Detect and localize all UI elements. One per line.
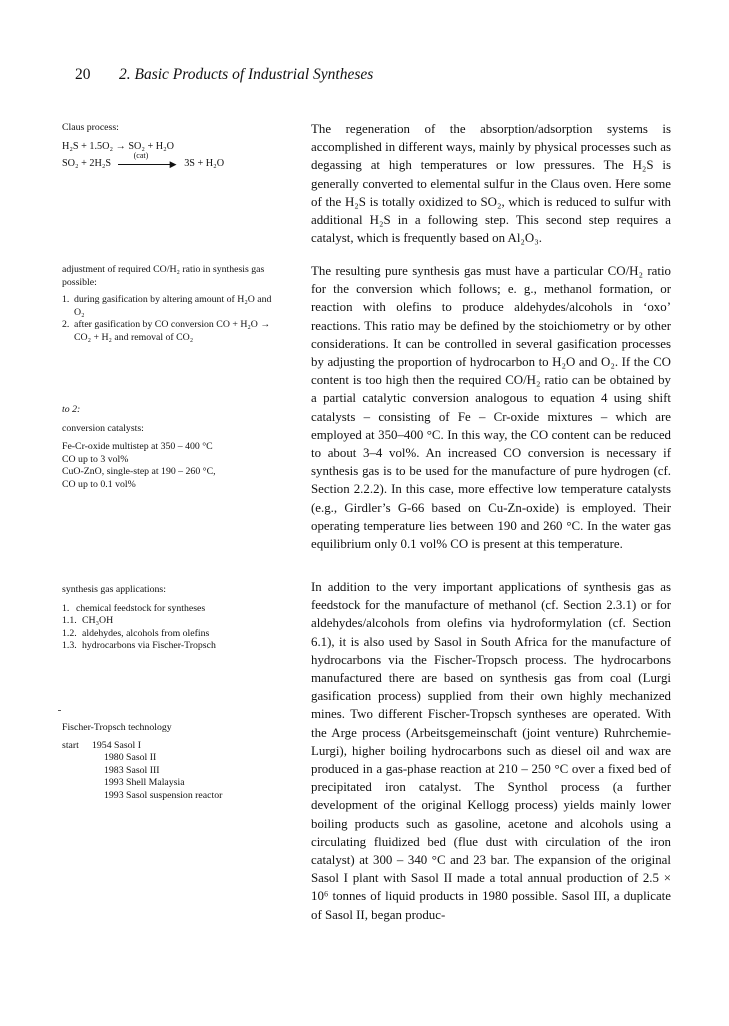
claus-title: Claus process: xyxy=(62,122,119,133)
list-item: 1. chemical feedstock for syntheses xyxy=(62,602,206,614)
timeline-entry: 1954 Sasol I xyxy=(92,739,141,751)
chapter-title: 2. Basic Products of Industrial Syntheses xyxy=(119,66,374,83)
catalyst-line: Fe-Cr-oxide multistep at 350 – 400 °C xyxy=(62,441,213,453)
margin-note-conversion xyxy=(62,404,284,492)
catalyst-line: CO up to 3 vol% xyxy=(62,453,129,465)
conversion-title: conversion catalysts: xyxy=(62,422,144,434)
list-item: 1.3. hydrocarbons via Fischer-Tropsch xyxy=(62,640,216,652)
list-item: 1.1. CH₃OH xyxy=(62,615,114,627)
running-header xyxy=(75,66,373,84)
paragraph-regeneration: The regeneration of the absorption/adsorption systems is accomplished in different ways, mainly by physical processes such as degassing at high temperatures or low pressures. The H₂S is generally converted to elemental sulfur in the Claus oven. Here some of the H₂S is totally oxidized to SO₂, which is reduced to sulfur with additional H₂S in a following step. This second step requires a catalyst, which is frequently based on Al₂O₃. xyxy=(311,122,671,246)
claus-eq2-left: SO₂ + 2H₂S xyxy=(62,158,112,170)
timeline-entry: 1993 Sasol suspension reactor xyxy=(104,789,223,801)
margin-note-claus xyxy=(62,122,284,171)
margin-tick xyxy=(58,710,61,711)
applications-title: synthesis gas applications: xyxy=(62,584,166,595)
timeline-entry: 1993 Shell Malaysia xyxy=(104,777,185,789)
timeline-entry: 1980 Sasol II xyxy=(104,752,157,764)
margin-note-applications xyxy=(62,584,284,653)
margin-note-adjustment xyxy=(62,264,284,345)
claus-eq2-right: 3S + H₂O xyxy=(184,158,225,170)
timeline-entry: 1983 Sasol III xyxy=(104,764,160,776)
paragraph-applications: In addition to the very important applications of synthesis gas as feedstock for the manufacture of methanol (cf. Section 2.3.1) or for aldehydes/alcohols from olefins via hydroformylation (cf. Section 6.1), it is also used by Sasol in South Africa for the manufacture of hydrocarbons via the Fischer-Tropsch process. The hydrocarbons manufactured there are based on synthesis gas from coal (Lurgi gasification process) supplied from their own highly mechanized mines. Two different Fischer-Tropsch syntheses are operated. With the Arge process (Arbeitsgemeinschaft (joint venture) Ruhrchemie-Lurgi), higher boiling hydrocarbons such as diesel oil and wax are produced in a gas-phase reaction at 210 – 250 °C over a fixed bed of precipitated iron catalyst. The Synthol process (a further development of the original Kellogg process) yields mainly lower boiling products such as gasoline, acetone and alcohols using a circulating fluidized bed (flue dust with circulation of the iron catalyst) at 300 – 340 °C and 23 bar. The expansion of the original Sasol I plant with Sasol II made a total annual production of 2.5 × 10⁶ tonnes of liquid products in 1980 possible. Sasol III, a duplicate of Sasol II, began produc- xyxy=(311,580,671,922)
claus-equation-2 xyxy=(62,150,284,171)
claus-equation-1: H₂S + 1.5O₂ → SO₂ + H₂O xyxy=(62,140,175,152)
catalytic-arrow-icon: (cat) ▶ xyxy=(118,159,178,169)
catalyst-label: (cat) xyxy=(133,150,149,160)
page-number: 20 xyxy=(75,66,91,83)
list-item: 1. during gasification by altering amount of H₂O and O₂ xyxy=(62,294,272,318)
catalyst-line: CuO-ZnO, single-step at 190 – 260 °C, xyxy=(62,466,216,478)
adjustment-title: adjustment of required CO/H₂ ratio in synthesis gas possible: xyxy=(62,264,265,288)
section-ref: to 2: xyxy=(62,404,81,415)
paragraph-synthesis-gas-ratio: The resulting pure synthesis gas must have a particular CO/H₂ ratio for the conversion which follows; e. g., methanol formation, or reaction with olefins to produce aldehydes/alcohols in ‘oxo’ reactions. This ratio may be defined by the stoichiometry or by other considerations. It can be controlled in several gasification processes by adjusting the proportion of hydrocarbon to H₂O and O₂. If the CO content is too high then the required CO/H₂ ratio can be obtained by a partial catalytic conversion analogous to equation 4 using shift catalysts – consisting of Fe – Cr-oxide mixtures – which are employed at 350–400 °C. In this way, the CO content can be reduced to about 3–4 vol%. An increased CO conversion is necessary if synthesis gas is to be used for the manufacture of pure hydrogen (cf. Section 2.2.2). In this case, more effective low temperature catalysts (e.g., Girdler’s G-66 based on Cu-Zn-oxide) is employed. Their operating temperature lies between 190 and 260 °C. In the water gas equilibrium only 0.1 vol% CO is present at this temperature. xyxy=(311,264,671,552)
list-item: 1.2. aldehydes, alcohols from olefins xyxy=(62,627,210,639)
catalyst-line: CO up to 0.1 vol% xyxy=(62,478,136,490)
margin-note-fischer-tropsch xyxy=(62,722,284,803)
fischer-title: Fischer-Tropsch technology xyxy=(62,722,172,733)
list-item: 2. after gasification by CO conversion CO + H₂O → CO₂ + H₂ and removal of CO₂ xyxy=(62,319,271,343)
start-label: start xyxy=(62,739,79,751)
